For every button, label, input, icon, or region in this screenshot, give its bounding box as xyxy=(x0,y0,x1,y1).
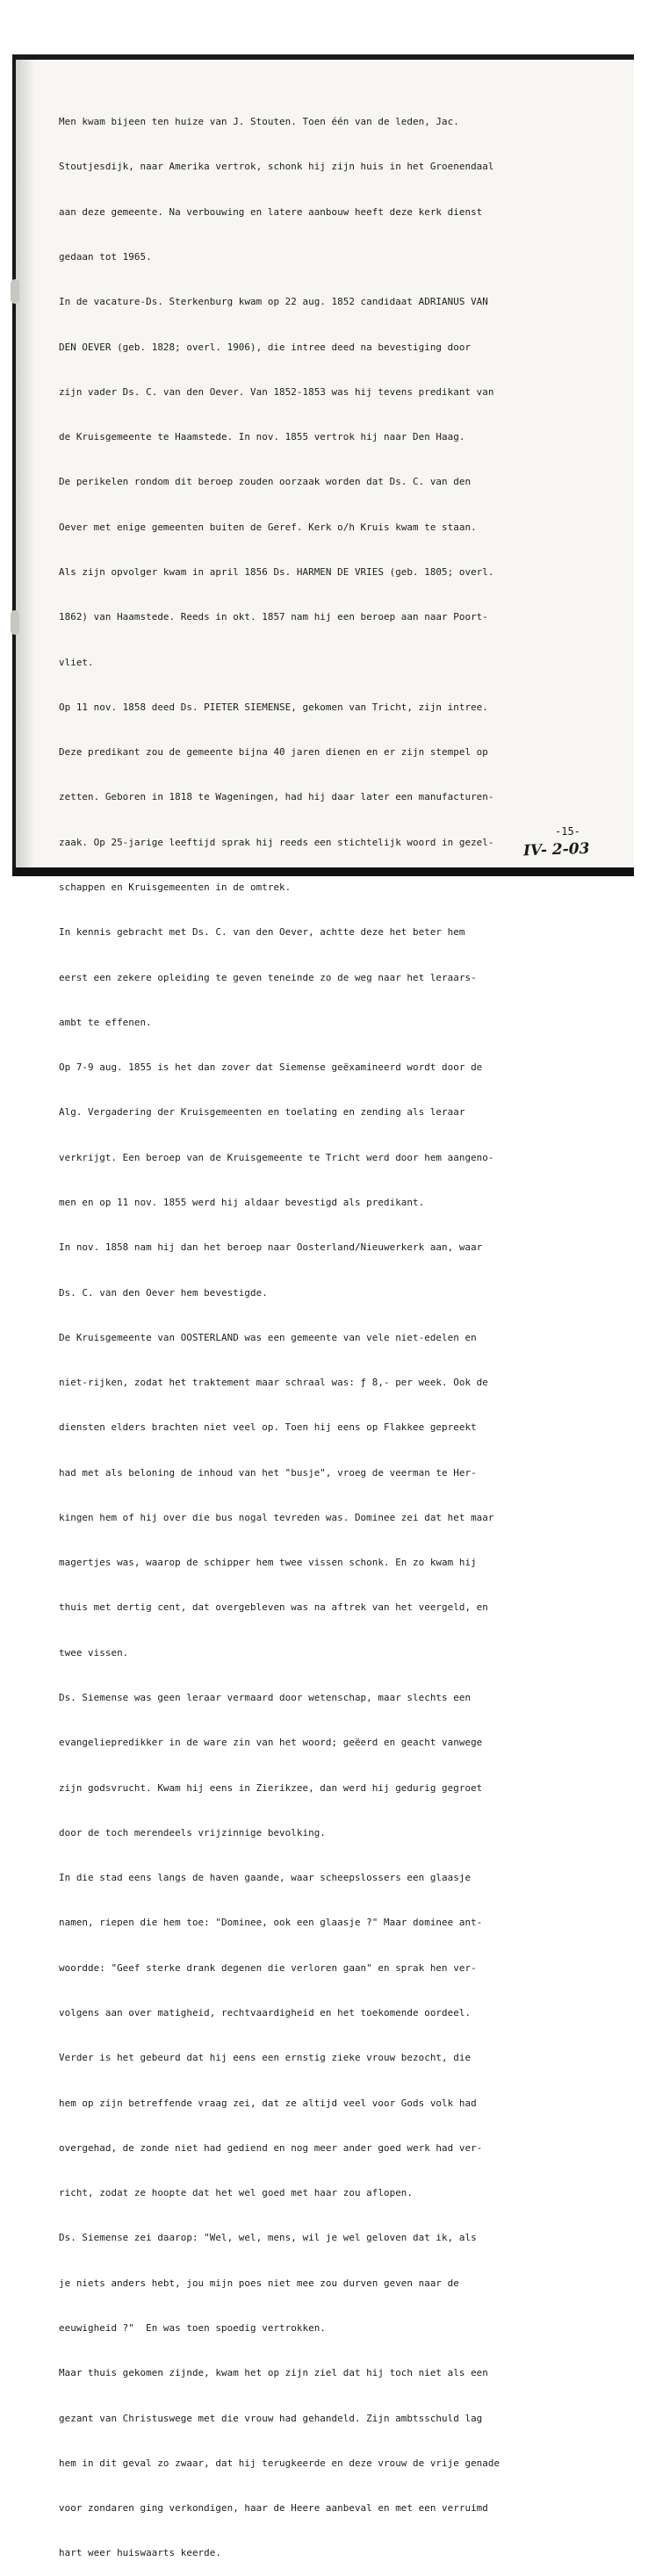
text-line: Stoutjesdijk, naar Amerika vertrok, schonk hij zijn huis in het Groenendaal xyxy=(59,161,494,173)
text-line: De perikelen rondom dit beroep zouden oorzaak worden dat Ds. C. van den xyxy=(59,476,472,488)
text-line: kingen hem of hij over die bus nogal tevreden was. Dominee zei dat het maar xyxy=(59,1511,494,1523)
text-line: Ds. Siemense was geen leraar vermaard door wetenschap, maar slechts een xyxy=(59,1692,472,1704)
text-line: Op 11 nov. 1858 deed Ds. PIETER SIEMENSE, gekomen van Tricht, zijn intree. xyxy=(59,701,488,713)
text-line: In de vacature-Ds. Sterkenburg kwam op 22 aug. 1852 candidaat ADRIANUS VAN xyxy=(59,296,488,308)
text-line: vliet. xyxy=(59,656,94,668)
handwritten-archive-code: IV- 2-03 xyxy=(522,839,590,860)
text-line: door de toch merendeels vrijzinnige bevolking. xyxy=(59,1826,326,1838)
text-line: In nov. 1858 nam hij dan het beroep naar Oosterland/Nieuwerkerk aan, waar xyxy=(59,1241,483,1254)
text-line: eerst een zekere opleiding te geven teneinde zo de weg naar het leraars- xyxy=(59,971,477,983)
text-line: magertjes was, waarop de schipper hem twee vissen schonk. En zo kwam hij xyxy=(59,1557,477,1569)
text-line: overgehad, de zonde niet had gediend en nog meer ander goed werk had ver- xyxy=(59,2141,483,2154)
text-line: Oever met enige gemeenten buiten de Geref. Kerk o/h Kruis kwam te staan. xyxy=(59,521,477,533)
text-line: niet-rijken, zodat het traktement maar schraal was: ƒ 8,- per week. Ook de xyxy=(59,1377,488,1389)
text-line: zaak. Op 25-jarige leeftijd sprak hij reeds een stichtelijk woord in gezel- xyxy=(59,836,494,848)
page-number: -15- xyxy=(555,825,580,838)
typed-body-text xyxy=(59,84,621,2576)
text-line: Ds. C. van den Oever hem bevestigde. xyxy=(59,1286,268,1299)
text-line: DEN OEVER (geb. 1828; overl. 1906), die intree deed na bevestiging door xyxy=(59,341,472,353)
text-line: evangeliepredikker in de ware zin van het woord; geëerd en geacht vanwege xyxy=(59,1737,483,1749)
text-line: gezant van Christuswege met die vrouw had gehandeld. Zijn ambtsschuld lag xyxy=(59,2412,483,2424)
text-line: men en op 11 nov. 1855 werd hij aldaar bevestigd als predikant. xyxy=(59,1196,425,1208)
text-line: namen, riepen die hem toe: "Dominee, ook een glaasje ?" Maar dominee ant- xyxy=(59,1917,483,1929)
text-line: Ds. Siemense zei daarop: "Wel, wel, mens, wil je wel geloven dat ik, als xyxy=(59,2232,477,2244)
text-line: schappen en Kruisgemeenten in de omtrek. xyxy=(59,881,292,893)
text-line: gedaan tot 1965. xyxy=(59,251,152,263)
text-line: De Kruisgemeente van OOSTERLAND was een gemeente van vele niet-edelen en xyxy=(59,1331,477,1343)
text-line: Alg. Vergadering der Kruisgemeenten en toelating en zending als leraar xyxy=(59,1106,465,1119)
text-line: diensten elders brachten niet veel op. Toen hij eens op Flakkee gepreekt xyxy=(59,1421,477,1434)
text-line: Als zijn opvolger kwam in april 1856 Ds. HARMEN DE VRIES (geb. 1805; overl. xyxy=(59,566,494,578)
text-line: hart weer huiswaarts keerde. xyxy=(59,2547,221,2559)
text-line: In kennis gebracht met Ds. C. van den Oever, achtte deze het beter hem xyxy=(59,926,465,939)
text-line: voor zondaren ging verkondigen, haar de Heere aanbeval en met een verruimd xyxy=(59,2502,488,2515)
punch-hole-bottom xyxy=(11,610,19,635)
text-line: had met als beloning de inhoud van het "busje", vroeg de veerman te Her- xyxy=(59,1466,477,1479)
text-line: twee vissen. xyxy=(59,1646,129,1659)
text-line: zijn vader Ds. C. van den Oever. Van 1852-1853 was hij tevens predikant van xyxy=(59,385,494,398)
text-line: woordde: "Geef sterke drank degenen die verloren gaan" en sprak hen ver- xyxy=(59,1961,477,1974)
text-line: Verder is het gebeurd dat hij eens een ernstig zieke vrouw bezocht, die xyxy=(59,2052,472,2064)
binding-shadow xyxy=(12,60,35,867)
text-line: In die stad eens langs de haven gaande, waar scheepslossers een glaasje xyxy=(59,1872,472,1884)
punch-hole-top xyxy=(11,279,19,304)
text-line: 1862) van Haamstede. Reeds in okt. 1857 nam hij een beroep aan naar Poort- xyxy=(59,611,488,623)
text-line: je niets anders hebt, jou mijn poes niet mee zou durven geven naar de xyxy=(59,2277,459,2289)
text-line: volgens aan over matigheid, rechtvaardigheid en het toekomende oordeel. xyxy=(59,2007,472,2018)
text-line: Deze predikant zou de gemeente bijna 40 jaren dienen en er zijn stempel op xyxy=(59,746,488,759)
text-line: Op 7-9 aug. 1855 is het dan zover dat Siemense geëxamineerd wordt door de xyxy=(59,1061,483,1074)
text-line: richt, zodat ze hoopte dat het wel goed met haar zou aflopen. xyxy=(59,2187,414,2199)
text-line: Maar thuis gekomen zijnde, kwam het op zijn ziel dat hij toch niet als een xyxy=(59,2367,488,2379)
text-line: zijn godsvrucht. Kwam hij eens in Zierikzee, dan werd hij gedurig gegroet xyxy=(59,1781,483,1794)
text-line: zetten. Geboren in 1818 te Wageningen, had hij daar later een manufacturen- xyxy=(59,791,494,803)
text-line: verkrijgt. Een beroep van de Kruisgemeente te Tricht werd door hem aangeno- xyxy=(59,1151,494,1163)
text-line: eeuwigheid ?" En was toen spoedig vertrokken. xyxy=(59,2321,326,2334)
text-line: Men kwam bijeen ten huize van J. Stouten. Toen één van de leden, Jac. xyxy=(59,116,459,128)
text-line: ambt te effenen. xyxy=(59,1016,152,1028)
text-line: hem op zijn betreffende vraag zei, dat ze altijd veel voor Gods volk had xyxy=(59,2097,477,2109)
text-line: de Kruisgemeente te Haamstede. In nov. 1855 vertrok hij naar Den Haag. xyxy=(59,431,465,443)
text-line: aan deze gemeente. Na verbouwing en latere aanbouw heeft deze kerk dienst xyxy=(59,205,483,218)
text-line: hem in dit geval zo zwaar, dat hij terugkeerde en deze vrouw de vrije genade xyxy=(59,2457,500,2469)
text-line: thuis met dertig cent, dat overgebleven was na aftrek van het veergeld, en xyxy=(59,1601,488,1614)
